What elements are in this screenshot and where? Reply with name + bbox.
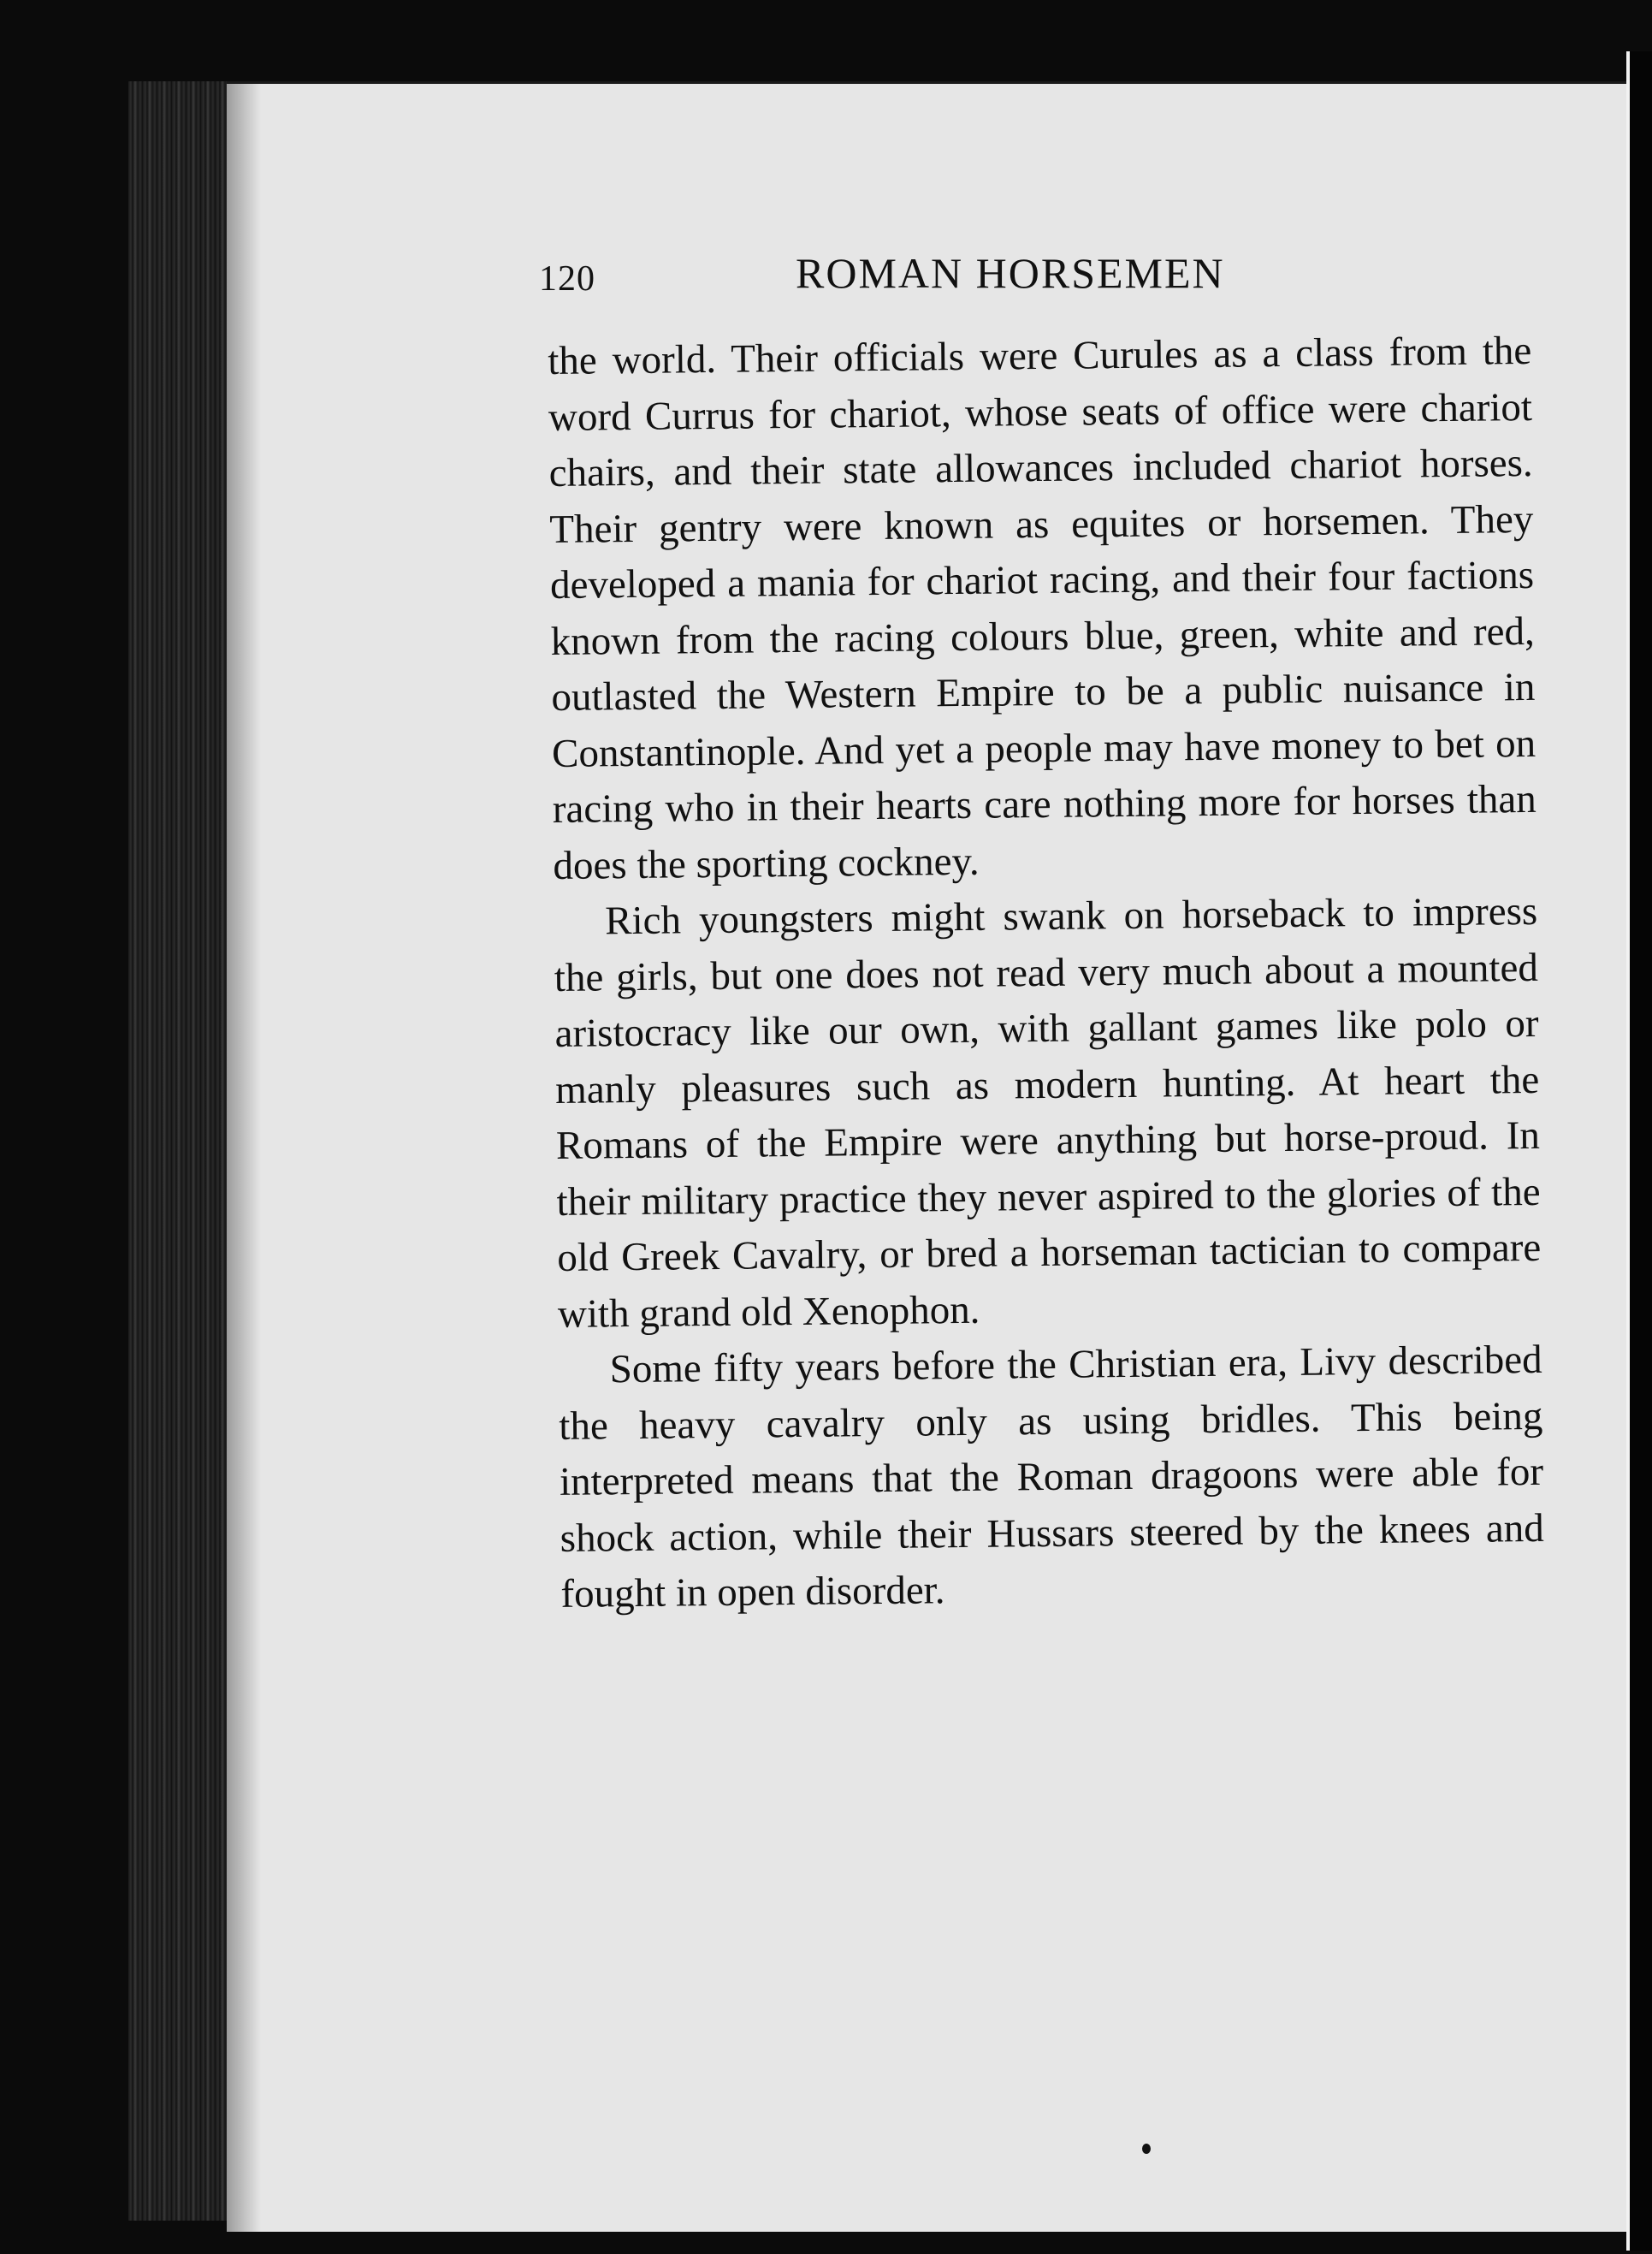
body-text <box>548 323 1545 1622</box>
right-scan-border <box>1626 51 1652 2251</box>
running-head: ROMAN HORSEMEN <box>796 249 1225 297</box>
paragraph-3: Some fifty years before the Christian era, Livy described the heavy cavalry only as using bridles. This being interpreted means that the Roman dragoons were able for shock action, while their Hussars steered by the knees and fought in open disorder. <box>559 1337 1544 1616</box>
page-header <box>539 248 1309 308</box>
ink-speck <box>1142 2144 1151 2154</box>
book-page-edges <box>128 81 231 2221</box>
paragraph-2: Rich youngsters might swank on horseback to impress the girls, but one does not read very much about a mounted aristocracy like our own, with gallant games like polo or manly pleasures such as modern hunting. At heart the Romans of the Empire were anything but horse-proud. In their military practice they never aspired to the glories of the old Greek Cavalry, or bred a horseman tactician to compare with grand old Xenophon. <box>554 888 1542 1337</box>
paragraph-1: the world. Their officials were Curules as a class from the word Currus for chariot, whose seats of office were chariot chairs, and their state allowances included chariot horses. Their gentry were known as equites or horsemen. They developed a mania for chariot racing, and their four factions known from the racing colours blue, green, white and red, outlasted the Western Empire to be a public nuisance in Constantinople. And yet a people may have money to bet on racing who in their hearts care nothing more for horses than does the sporting cockney. <box>548 328 1537 888</box>
page-number: 120 <box>539 259 595 299</box>
